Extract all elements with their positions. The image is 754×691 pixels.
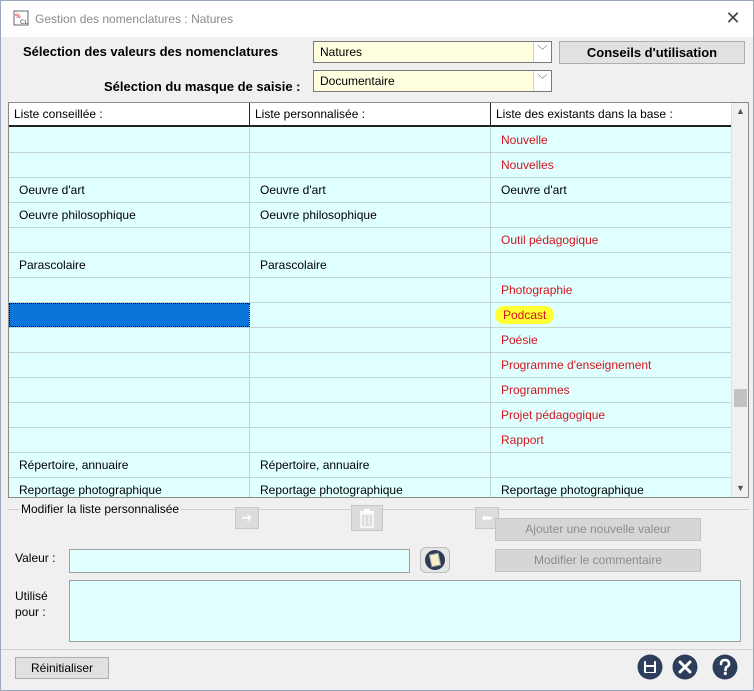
title-bar — [1, 1, 753, 37]
vertical-scrollbar[interactable] — [731, 103, 748, 497]
cell-liste-existants[interactable] — [491, 453, 732, 477]
cell-liste-personnalisee[interactable]: Répertoire, annuaire — [250, 453, 491, 477]
table-row[interactable] — [9, 153, 732, 178]
nomenclature-select-value: Natures — [320, 45, 363, 59]
cell-liste-personnalisee[interactable] — [250, 278, 491, 302]
cell-liste-conseillee[interactable] — [9, 228, 250, 252]
cell-liste-conseillee[interactable] — [9, 153, 250, 177]
table-row[interactable] — [9, 478, 732, 498]
table-row[interactable] — [9, 253, 732, 278]
app-icon — [13, 10, 29, 26]
cell-liste-existants[interactable]: Photographie — [501, 283, 573, 297]
close-icon[interactable]: ✕ — [725, 8, 741, 28]
highlighted-value: Podcast — [495, 306, 554, 324]
masque-select[interactable] — [313, 70, 552, 92]
help-icon[interactable] — [712, 654, 738, 680]
nomenclature-grid — [8, 102, 749, 498]
cell-liste-conseillee[interactable] — [9, 128, 250, 152]
cell-liste-conseillee[interactable] — [9, 353, 250, 377]
scroll-thumb[interactable] — [734, 389, 747, 407]
cell-liste-personnalisee[interactable] — [250, 353, 491, 377]
grid-header — [9, 103, 732, 127]
table-row[interactable] — [9, 278, 732, 303]
cell-liste-existants[interactable] — [491, 303, 732, 327]
cell-liste-existants[interactable]: Rapport — [501, 433, 544, 447]
trash-icon[interactable] — [351, 505, 383, 531]
table-row[interactable] — [9, 403, 732, 428]
reset-button[interactable]: Réinitialiser — [15, 657, 109, 679]
cell-liste-existants[interactable]: Outil pédagogique — [501, 233, 599, 247]
cell-liste-existants[interactable] — [491, 203, 732, 227]
cell-liste-personnalisee[interactable] — [250, 228, 491, 252]
note-icon[interactable] — [420, 547, 450, 573]
cell-liste-conseillee[interactable] — [9, 378, 250, 402]
cell-liste-existants[interactable]: Programmes — [501, 383, 570, 397]
cell-liste-conseillee[interactable]: Oeuvre d'art — [9, 178, 250, 202]
cell-liste-conseillee[interactable] — [9, 428, 250, 452]
utilise-pour-textarea[interactable] — [69, 580, 741, 642]
table-row[interactable] — [9, 453, 732, 478]
cell-liste-conseillee[interactable] — [9, 303, 250, 327]
svg-text:CL: CL — [20, 19, 28, 26]
table-row[interactable] — [9, 353, 732, 378]
cell-liste-conseillee[interactable]: Oeuvre philosophique — [9, 203, 250, 227]
cell-liste-personnalisee[interactable] — [250, 153, 491, 177]
table-row[interactable] — [9, 178, 732, 203]
cell-liste-conseillee[interactable] — [9, 328, 250, 352]
cell-liste-personnalisee[interactable] — [250, 328, 491, 352]
cancel-icon[interactable] — [672, 654, 698, 680]
masque-label: Sélection du masque de saisie : — [104, 79, 301, 94]
scroll-up-icon[interactable]: ▲ — [736, 106, 745, 116]
modify-comment-button[interactable]: Modifier le commentaire — [495, 549, 701, 572]
cell-liste-personnalisee[interactable]: Oeuvre d'art — [250, 178, 491, 202]
footer-divider — [1, 649, 753, 650]
header-liste-existants[interactable]: Liste des existants dans la base : — [491, 103, 732, 125]
utilise-label-line2: pour : — [15, 605, 46, 619]
grid-rows — [9, 128, 732, 498]
modifier-group-label: Modifier la liste personnalisée — [21, 502, 180, 516]
table-row[interactable] — [9, 203, 732, 228]
cell-liste-personnalisee[interactable]: Oeuvre philosophique — [250, 203, 491, 227]
cell-liste-conseillee[interactable] — [9, 403, 250, 427]
cell-liste-existants[interactable] — [491, 253, 732, 277]
cell-liste-conseillee[interactable]: Parascolaire — [9, 253, 250, 277]
nomenclature-label: Sélection des valeurs des nomenclatures — [23, 44, 279, 59]
masque-select-value: Documentaire — [320, 74, 395, 88]
cell-liste-personnalisee[interactable] — [250, 303, 491, 327]
svg-text:%: % — [15, 13, 21, 20]
cell-liste-personnalisee[interactable]: Reportage photographique — [250, 478, 491, 498]
utilise-label-line1: Utilisé — [15, 589, 48, 603]
cell-liste-existants[interactable]: Reportage photographique — [501, 483, 644, 497]
cell-liste-personnalisee[interactable] — [250, 403, 491, 427]
cell-liste-conseillee[interactable]: Reportage photographique — [9, 478, 250, 498]
table-row[interactable] — [9, 128, 732, 153]
cell-liste-personnalisee[interactable] — [250, 428, 491, 452]
chevron-down-icon[interactable]: ﹀ — [533, 42, 551, 62]
valeur-label: Valeur : — [15, 551, 56, 565]
cell-liste-conseillee[interactable]: Répertoire, annuaire — [9, 453, 250, 477]
cell-liste-existants[interactable]: Nouvelles — [501, 158, 554, 172]
table-row[interactable] — [9, 378, 732, 403]
cell-liste-personnalisee[interactable]: Parascolaire — [250, 253, 491, 277]
table-row[interactable] — [9, 328, 732, 353]
cell-liste-conseillee[interactable] — [9, 278, 250, 302]
cell-liste-existants[interactable]: Oeuvre d'art — [501, 183, 567, 197]
chevron-down-icon[interactable]: ﹀ — [533, 71, 551, 91]
cell-liste-existants[interactable]: Programme d'enseignement — [501, 358, 652, 372]
cell-liste-existants[interactable]: Nouvelle — [501, 133, 548, 147]
table-row[interactable] — [9, 303, 732, 328]
header-liste-personnalisee[interactable]: Liste personnalisée : — [250, 103, 491, 125]
table-row[interactable] — [9, 228, 732, 253]
valeur-input[interactable] — [69, 549, 410, 573]
scroll-down-icon[interactable]: ▼ — [736, 483, 745, 493]
cell-liste-existants[interactable]: Poésie — [501, 333, 538, 347]
table-row[interactable] — [9, 428, 732, 453]
cell-liste-personnalisee[interactable] — [250, 378, 491, 402]
conseils-button[interactable]: Conseils d'utilisation — [559, 41, 745, 64]
window-title: Gestion des nomenclatures : Natures — [35, 12, 234, 26]
arrow-right-icon[interactable]: ➔ — [235, 507, 259, 529]
add-value-button[interactable]: Ajouter une nouvelle valeur — [495, 518, 701, 541]
cell-liste-personnalisee[interactable] — [250, 128, 491, 152]
arrow-left-icon[interactable]: ⬅ — [475, 507, 499, 529]
header-liste-conseillee[interactable]: Liste conseillée : — [9, 103, 250, 125]
save-icon[interactable] — [637, 654, 663, 680]
cell-liste-existants[interactable]: Projet pédagogique — [501, 408, 606, 422]
nomenclature-select[interactable] — [313, 41, 552, 63]
